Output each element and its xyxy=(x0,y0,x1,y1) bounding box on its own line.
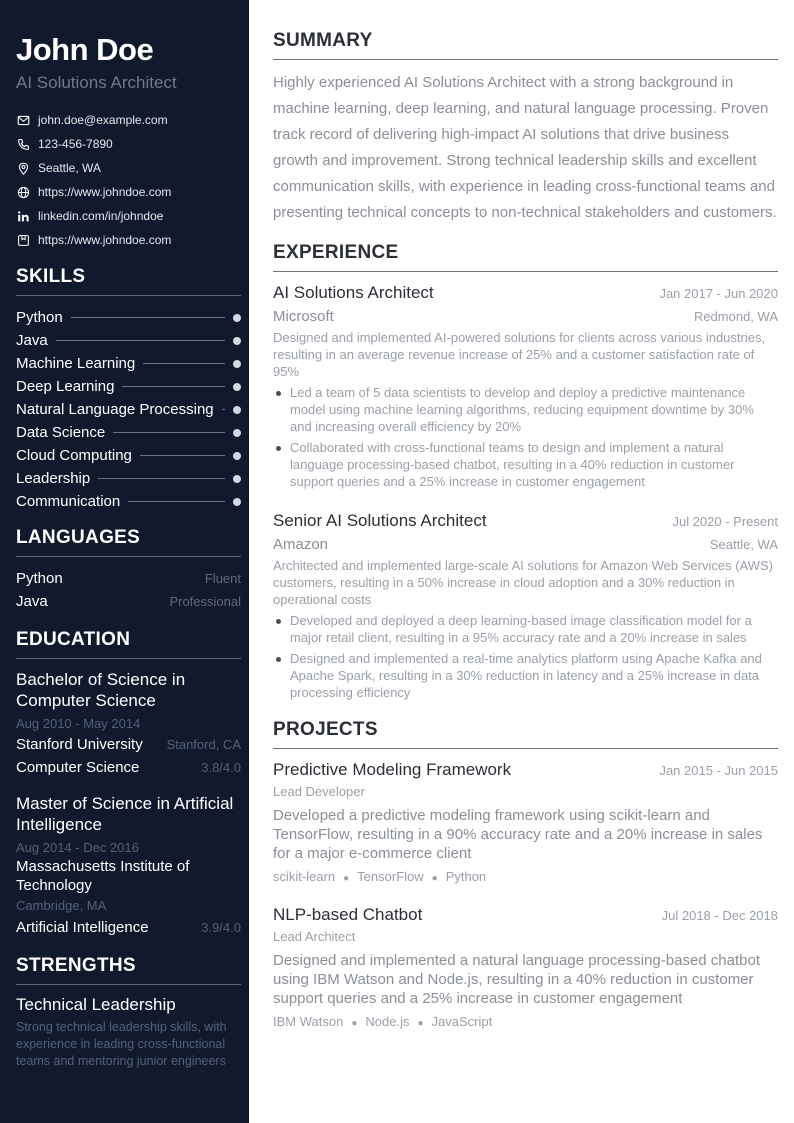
skill-label: Cloud Computing xyxy=(16,447,132,464)
education-field: Computer Science xyxy=(16,759,140,776)
experience-item xyxy=(273,510,778,701)
skill-leader-line xyxy=(222,409,225,410)
skill-leader-line xyxy=(98,478,225,479)
project-description: Designed and implemented a natural language processing-based chatbot using IBM Watson and Node.js, resulting in a 40% reduction in customer support queries and a 25% increase in customer engagement xyxy=(273,952,760,1007)
language-name: Java xyxy=(16,593,48,610)
candidate-title: AI Solutions Architect xyxy=(16,73,177,92)
linkedin-icon xyxy=(16,209,30,223)
project-role: Lead Architect xyxy=(273,929,356,944)
project-title: Predictive Modeling Framework xyxy=(273,760,512,779)
skill-item xyxy=(16,375,241,398)
skill-level-dot xyxy=(233,360,241,368)
project-tags xyxy=(273,868,778,888)
project-dates: Jul 2018 - Dec 2018 xyxy=(661,908,778,923)
job-title: AI Solutions Architect xyxy=(273,283,434,302)
skill-label: Java xyxy=(16,332,48,349)
skill-level-dot xyxy=(233,337,241,345)
skill-leader-line xyxy=(140,455,225,456)
job-dates: Jul 2020 - Present xyxy=(672,514,778,529)
project-title: NLP-based Chatbot xyxy=(273,905,423,924)
language-item xyxy=(16,590,241,613)
skills-list xyxy=(16,306,241,513)
education-heading: EDUCATION xyxy=(16,629,241,659)
education-institution: Massachusetts Institute of Technology xyxy=(16,858,190,894)
tag-separator: ● xyxy=(343,873,350,884)
education-location: Cambridge, MA xyxy=(16,898,107,913)
candidate-name: John Doe xyxy=(16,32,154,67)
tag-separator: ● xyxy=(431,873,438,884)
education-item xyxy=(16,669,241,779)
job-bullet: Designed and implemented a real-time analytics platform using Apache Kafka and Apache Spark, resulting in a 30% reduction in latency and a 25% increase in data processing efficiency xyxy=(273,650,778,701)
tag-separator: ● xyxy=(417,1018,424,1029)
email-icon xyxy=(16,113,30,127)
project-dates: Jan 2015 - Jun 2015 xyxy=(659,763,778,778)
job-bullet: Collaborated with cross-functional teams to design and implement a natural language processing-based chatbot, resulting in a 40% reduction in customer support queries and a 25% increase in customer engagement xyxy=(273,439,778,490)
education-institution: Stanford University xyxy=(16,736,143,753)
skill-leader-line xyxy=(56,340,225,341)
contact-list xyxy=(16,108,241,252)
education-institution-row xyxy=(16,733,241,756)
skill-label: Deep Learning xyxy=(16,378,115,395)
skill-item xyxy=(16,306,241,329)
strength-title: Technical Leadership xyxy=(16,995,176,1014)
job-dates: Jan 2017 - Jun 2020 xyxy=(659,286,778,301)
job-description: Designed and implemented AI-powered solutions for clients across various industries, resulting in an average revenue increase of 25% and a customer satisfaction rate of 95% xyxy=(273,330,766,379)
education-item xyxy=(16,793,241,939)
language-item xyxy=(16,567,241,590)
project-tags xyxy=(273,1013,778,1033)
skills-heading: SKILLS xyxy=(16,266,241,296)
contact-portfolio-text: https://www.johndoe.com xyxy=(38,233,172,247)
job-company-row xyxy=(273,532,778,556)
education-field-row xyxy=(16,916,241,939)
experience-heading: EXPERIENCE xyxy=(273,242,778,272)
job-company: Amazon xyxy=(273,536,329,553)
project-tag: TensorFlow xyxy=(357,869,424,884)
skill-label: Communication xyxy=(16,493,121,510)
language-level: Fluent xyxy=(204,571,241,586)
job-bullet: Led a team of 5 data scientists to develop and deploy a predictive maintenance model using machine learning algorithms, reducing equipment downtime by 30% and increasing overall efficiency by 20% xyxy=(273,384,778,435)
language-level: Professional xyxy=(169,594,241,609)
contact-linkedin-text: linkedin.com/in/johndoe xyxy=(38,209,164,223)
skill-label: Leadership xyxy=(16,470,91,487)
job-bullets xyxy=(273,384,778,490)
skill-label: Machine Learning xyxy=(16,355,136,372)
language-name: Python xyxy=(16,570,63,587)
contact-location xyxy=(16,156,241,180)
job-bullet: Developed and deployed a deep learning-based image classification model for a major retail client, resulting in a 95% accuracy rate and a 20% increase in sales xyxy=(273,612,778,646)
contact-linkedin[interactable] xyxy=(16,204,241,228)
skill-item xyxy=(16,490,241,513)
project-tag: scikit-learn xyxy=(273,869,336,884)
job-header xyxy=(273,282,778,304)
project-tag: JavaScript xyxy=(431,1014,493,1029)
job-description: Architected and implemented large-scale AI solutions for Amazon Web Services (AWS) customers, resulting in a 50% increase in cloud adoption and a 30% reduction in operational costs xyxy=(273,558,773,607)
skill-leader-line xyxy=(122,386,225,387)
skill-item xyxy=(16,352,241,375)
skill-level-dot xyxy=(233,314,241,322)
skill-level-dot xyxy=(233,498,241,506)
project-header xyxy=(273,759,778,781)
skill-leader-line xyxy=(71,317,225,318)
project-description: Developed a predictive modeling framework using scikit-learn and TensorFlow, resulting in a 90% accuracy rate and a 20% increase in sales for a major e-commerce client xyxy=(273,807,763,862)
contact-phone-text: 123-456-7890 xyxy=(38,137,113,151)
education-field-row xyxy=(16,756,241,779)
projects-heading: PROJECTS xyxy=(273,719,778,749)
skill-label: Natural Language Processing xyxy=(16,401,214,418)
job-location: Redmond, WA xyxy=(693,309,778,324)
project-header xyxy=(273,904,778,926)
job-title: Senior AI Solutions Architect xyxy=(273,511,487,530)
skill-leader-line xyxy=(128,501,225,502)
skill-item xyxy=(16,444,241,467)
education-degree: Master of Science in Artificial Intelligence xyxy=(16,794,234,834)
project-tag: Node.js xyxy=(365,1014,410,1029)
contact-portfolio[interactable] xyxy=(16,228,241,252)
skill-label: Python xyxy=(16,309,63,326)
skill-leader-line xyxy=(113,432,225,433)
project-role: Lead Developer xyxy=(273,784,365,799)
education-location: Stanford, CA xyxy=(166,737,241,752)
skill-item xyxy=(16,398,241,421)
education-gpa: 3.8/4.0 xyxy=(201,760,241,775)
skill-item xyxy=(16,467,241,490)
job-bullets xyxy=(273,612,778,701)
contact-location-text: Seattle, WA xyxy=(38,161,101,175)
contact-phone[interactable] xyxy=(16,132,241,156)
skill-level-dot xyxy=(233,406,241,414)
strengths-heading: STRENGTHS xyxy=(16,955,241,985)
skill-item xyxy=(16,421,241,444)
contact-email-text: john.doe@example.com xyxy=(38,113,168,127)
globe-icon xyxy=(16,185,30,199)
job-location: Seattle, WA xyxy=(709,537,778,552)
education-degree: Bachelor of Science in Computer Science xyxy=(16,670,186,710)
main-content xyxy=(249,0,794,1123)
location-icon xyxy=(16,161,30,175)
skill-item xyxy=(16,329,241,352)
contact-website[interactable] xyxy=(16,180,241,204)
education-dates: Aug 2014 - Dec 2016 xyxy=(16,840,139,855)
skill-label: Data Science xyxy=(16,424,106,441)
job-header xyxy=(273,510,778,532)
education-gpa: 3.9/4.0 xyxy=(201,920,241,935)
education-field: Artificial Intelligence xyxy=(16,919,149,936)
skill-level-dot xyxy=(233,429,241,437)
skill-level-dot xyxy=(233,383,241,391)
project-tag: IBM Watson xyxy=(273,1014,344,1029)
summary-text: Highly experienced AI Solutions Architect with a strong background in machine learning, deep learning, and natural language processing. Proven track record of delivering high-impact AI solutions that drive business growth and improvement. Strong technical leadership skills and excellent communication skills, with experience in leading cross-functional teams and presenting technical concepts to non-technical stakeholders and customers. xyxy=(273,74,777,221)
strength-description: Strong technical leadership skills, with experience in leading cross-functional teams and mentoring junior engineers xyxy=(16,1020,227,1068)
contact-email[interactable] xyxy=(16,108,241,132)
portfolio-icon xyxy=(16,233,30,247)
contact-website-text: https://www.johndoe.com xyxy=(38,185,172,199)
skill-level-dot xyxy=(233,475,241,483)
job-company: Microsoft xyxy=(273,308,334,325)
phone-icon xyxy=(16,137,30,151)
languages-heading: LANGUAGES xyxy=(16,527,241,557)
summary-heading: SUMMARY xyxy=(273,30,778,60)
project-item xyxy=(273,904,778,1033)
project-item xyxy=(273,759,778,888)
tag-separator: ● xyxy=(351,1018,358,1029)
project-tag: Python xyxy=(445,869,487,884)
experience-item xyxy=(273,282,778,490)
sidebar xyxy=(0,0,249,1123)
skill-leader-line xyxy=(143,363,225,364)
education-dates: Aug 2010 - May 2014 xyxy=(16,716,141,731)
job-company-row xyxy=(273,304,778,328)
skill-level-dot xyxy=(233,452,241,460)
languages-list xyxy=(16,567,241,613)
